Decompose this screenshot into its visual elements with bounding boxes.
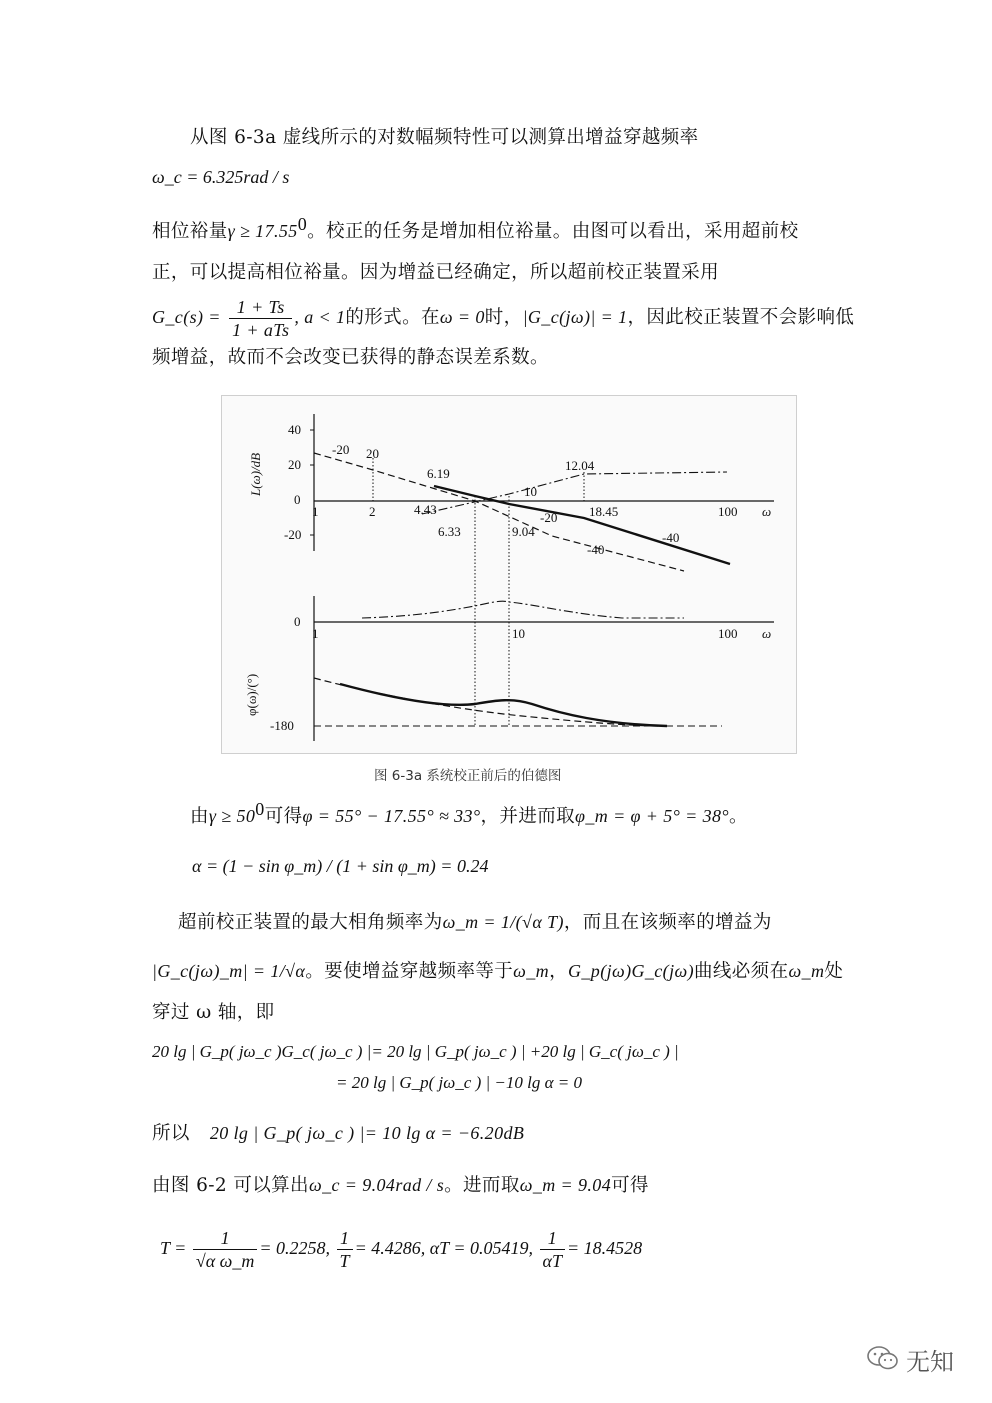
bode-plot-figure [221, 395, 797, 754]
invT-fraction: $\frac{1}{T}$ [337, 1227, 353, 1272]
annot-18.45: 18.45 [589, 504, 619, 519]
gc-max-gain: |G_c(jω)_m| = 1/√α [152, 961, 306, 981]
x-axis-omega: ω [762, 504, 772, 519]
watermark-text: 无知 [906, 1348, 954, 1376]
mag-tick-40: 40 [288, 422, 301, 437]
annot-slope2-neg20: -20 [540, 510, 558, 525]
annot-12.04: 12.04 [565, 458, 595, 473]
paragraph2-line1: 相位裕量$\gamma \ge 17.55^0$。校正的任务是增加相位裕量。由图可以看出，采用超前校 [152, 213, 799, 242]
paragraph4-line1: 超前校正装置的最大相角频率为ω_m = 1/(√α T)，而且在该频率的增益为 [178, 912, 772, 933]
watermark [866, 1342, 954, 1377]
paragraph3: 由$\gamma \ge 50^0$可得φ = 55° − 17.55° ≈ 33°，并进而取φ_m = φ + 5° = 38°。 [190, 798, 748, 827]
phase-tick-0: 0 [294, 614, 301, 629]
gamma-inequality: γ ≥ 17.55 [227, 221, 298, 241]
paragraph1-line1: 从图 6-3a 虚线所示的对数幅频特性可以测算出增益穿越频率 [190, 127, 699, 148]
gain-equation-line2: = 20 lg | G_p( jω_c ) | −10 lg α = 0 [336, 1073, 583, 1092]
annot-slope-neg40-a: -40 [662, 530, 680, 545]
compensated-magnitude [434, 486, 730, 564]
paragraph2-line2: 正，可以提高相位裕量。因为增益已经确定，所以超前校正装置采用 [152, 262, 720, 283]
mag-y-label: L(ω)/dB [248, 452, 263, 496]
paragraph6: 由图 6-2 可以算出ω_c = 9.04rad / s。进而取ω_m = 9.04可得 [152, 1175, 649, 1196]
annot-10: 10 [524, 484, 537, 499]
phase-x-tick-100: 100 [718, 626, 738, 641]
wechat-icon [866, 1344, 900, 1376]
gain-result-expr: 20 lg | G_p( jω_c ) |= 10 lg α = −6.20dB [209, 1123, 525, 1143]
T-fraction: $\frac{1}{\text{√α ω\_m}}$ [193, 1227, 258, 1272]
omega-c-expression: ω_c = 6.325rad / s [152, 167, 290, 187]
annot-6.19: 6.19 [427, 466, 450, 481]
compensator-phase [362, 601, 684, 618]
paragraph4-line3: 穿过 ω 轴，即 [152, 1002, 275, 1023]
phase-x-tick-10: 10 [512, 626, 525, 641]
x-tick-4.43: 4.43 [414, 502, 437, 517]
phim-expression: φ_m = φ + 5° = 38° [575, 806, 729, 826]
phase-x-axis-omega: ω [762, 626, 772, 641]
compensated-phase [340, 684, 667, 726]
alpha-equation: α = (1 − sin φ_m) / (1 + sin φ_m) = 0.24 [192, 856, 489, 876]
paragraph5: 所以 20 lg | G_p( jω_c ) |= 10 lg α = −6.20dB [152, 1123, 525, 1144]
annot-20: 20 [366, 446, 379, 461]
gain-equation-line1: 20 lg | G_p( jω_c )G_c( jω_c ) |= 20 lg | G_p( jω_c ) | +20 lg | G_c( jω_c ) | [152, 1042, 679, 1061]
paragraph4-line2: |G_c(jω)_m| = 1/√α。要使增益穿越频率等于ω_m，G_p(jω)G_c(jω)曲线必须在ω_m处 [152, 961, 844, 982]
mag-tick-neg20: -20 [284, 527, 302, 542]
annot-slope-neg40-b: -40 [587, 542, 605, 557]
phase-tick-neg180: -180 [270, 718, 294, 733]
paragraph2-line4: 频增益，故而不会改变已获得的静态误差系数。 [152, 347, 549, 368]
gc-transfer-lhs: G_c(s) = [152, 307, 221, 327]
T-equation: T = $\frac{1}{\text{√α ω\_m}}$ = 0.2258, $\frac{1}{T}$ = 4.4286, αT = 0.05419, $\frac{1}{\alpha T}$ = 18.4528 [160, 1228, 643, 1272]
x-tick-2: 2 [369, 504, 376, 519]
gc-transfer-fraction: $\frac{1 + Ts}{\text{1 + aTs}}$ [229, 296, 292, 341]
phase-y-label: φ(ω)/(°) [244, 673, 259, 716]
x-tick-1: 1 [312, 504, 319, 519]
phi-expression: φ = 55° − 17.55° ≈ 33° [302, 806, 481, 826]
x-tick-100: 100 [718, 504, 738, 519]
invaT-fraction: $\frac{1}{\alpha T}$ [540, 1227, 565, 1272]
bode-plot-svg [222, 396, 796, 753]
mag-tick-0: 0 [294, 492, 301, 507]
gc-magnitude-expr: |G_c(jω)| = 1 [522, 307, 628, 327]
annot-slope-neg20: -20 [332, 442, 350, 457]
wm-expression: ω_m = 1/(√α T) [442, 912, 564, 932]
figure-caption: 图 6-3a 系统校正前后的伯德图 [374, 768, 562, 784]
paragraph2-line3: G_c(s) = $\frac{1 + Ts}{\text{1 + aTs}}$ , a < 1的形式。在ω = 0时，|G_c(jω)| = 1，因此校正装置不会影响低 [152, 296, 855, 340]
phase-x-tick-1: 1 [312, 626, 319, 641]
annot-6.33: 6.33 [438, 524, 461, 539]
mag-tick-20: 20 [288, 457, 301, 472]
annot-9.04: 9.04 [512, 524, 535, 539]
